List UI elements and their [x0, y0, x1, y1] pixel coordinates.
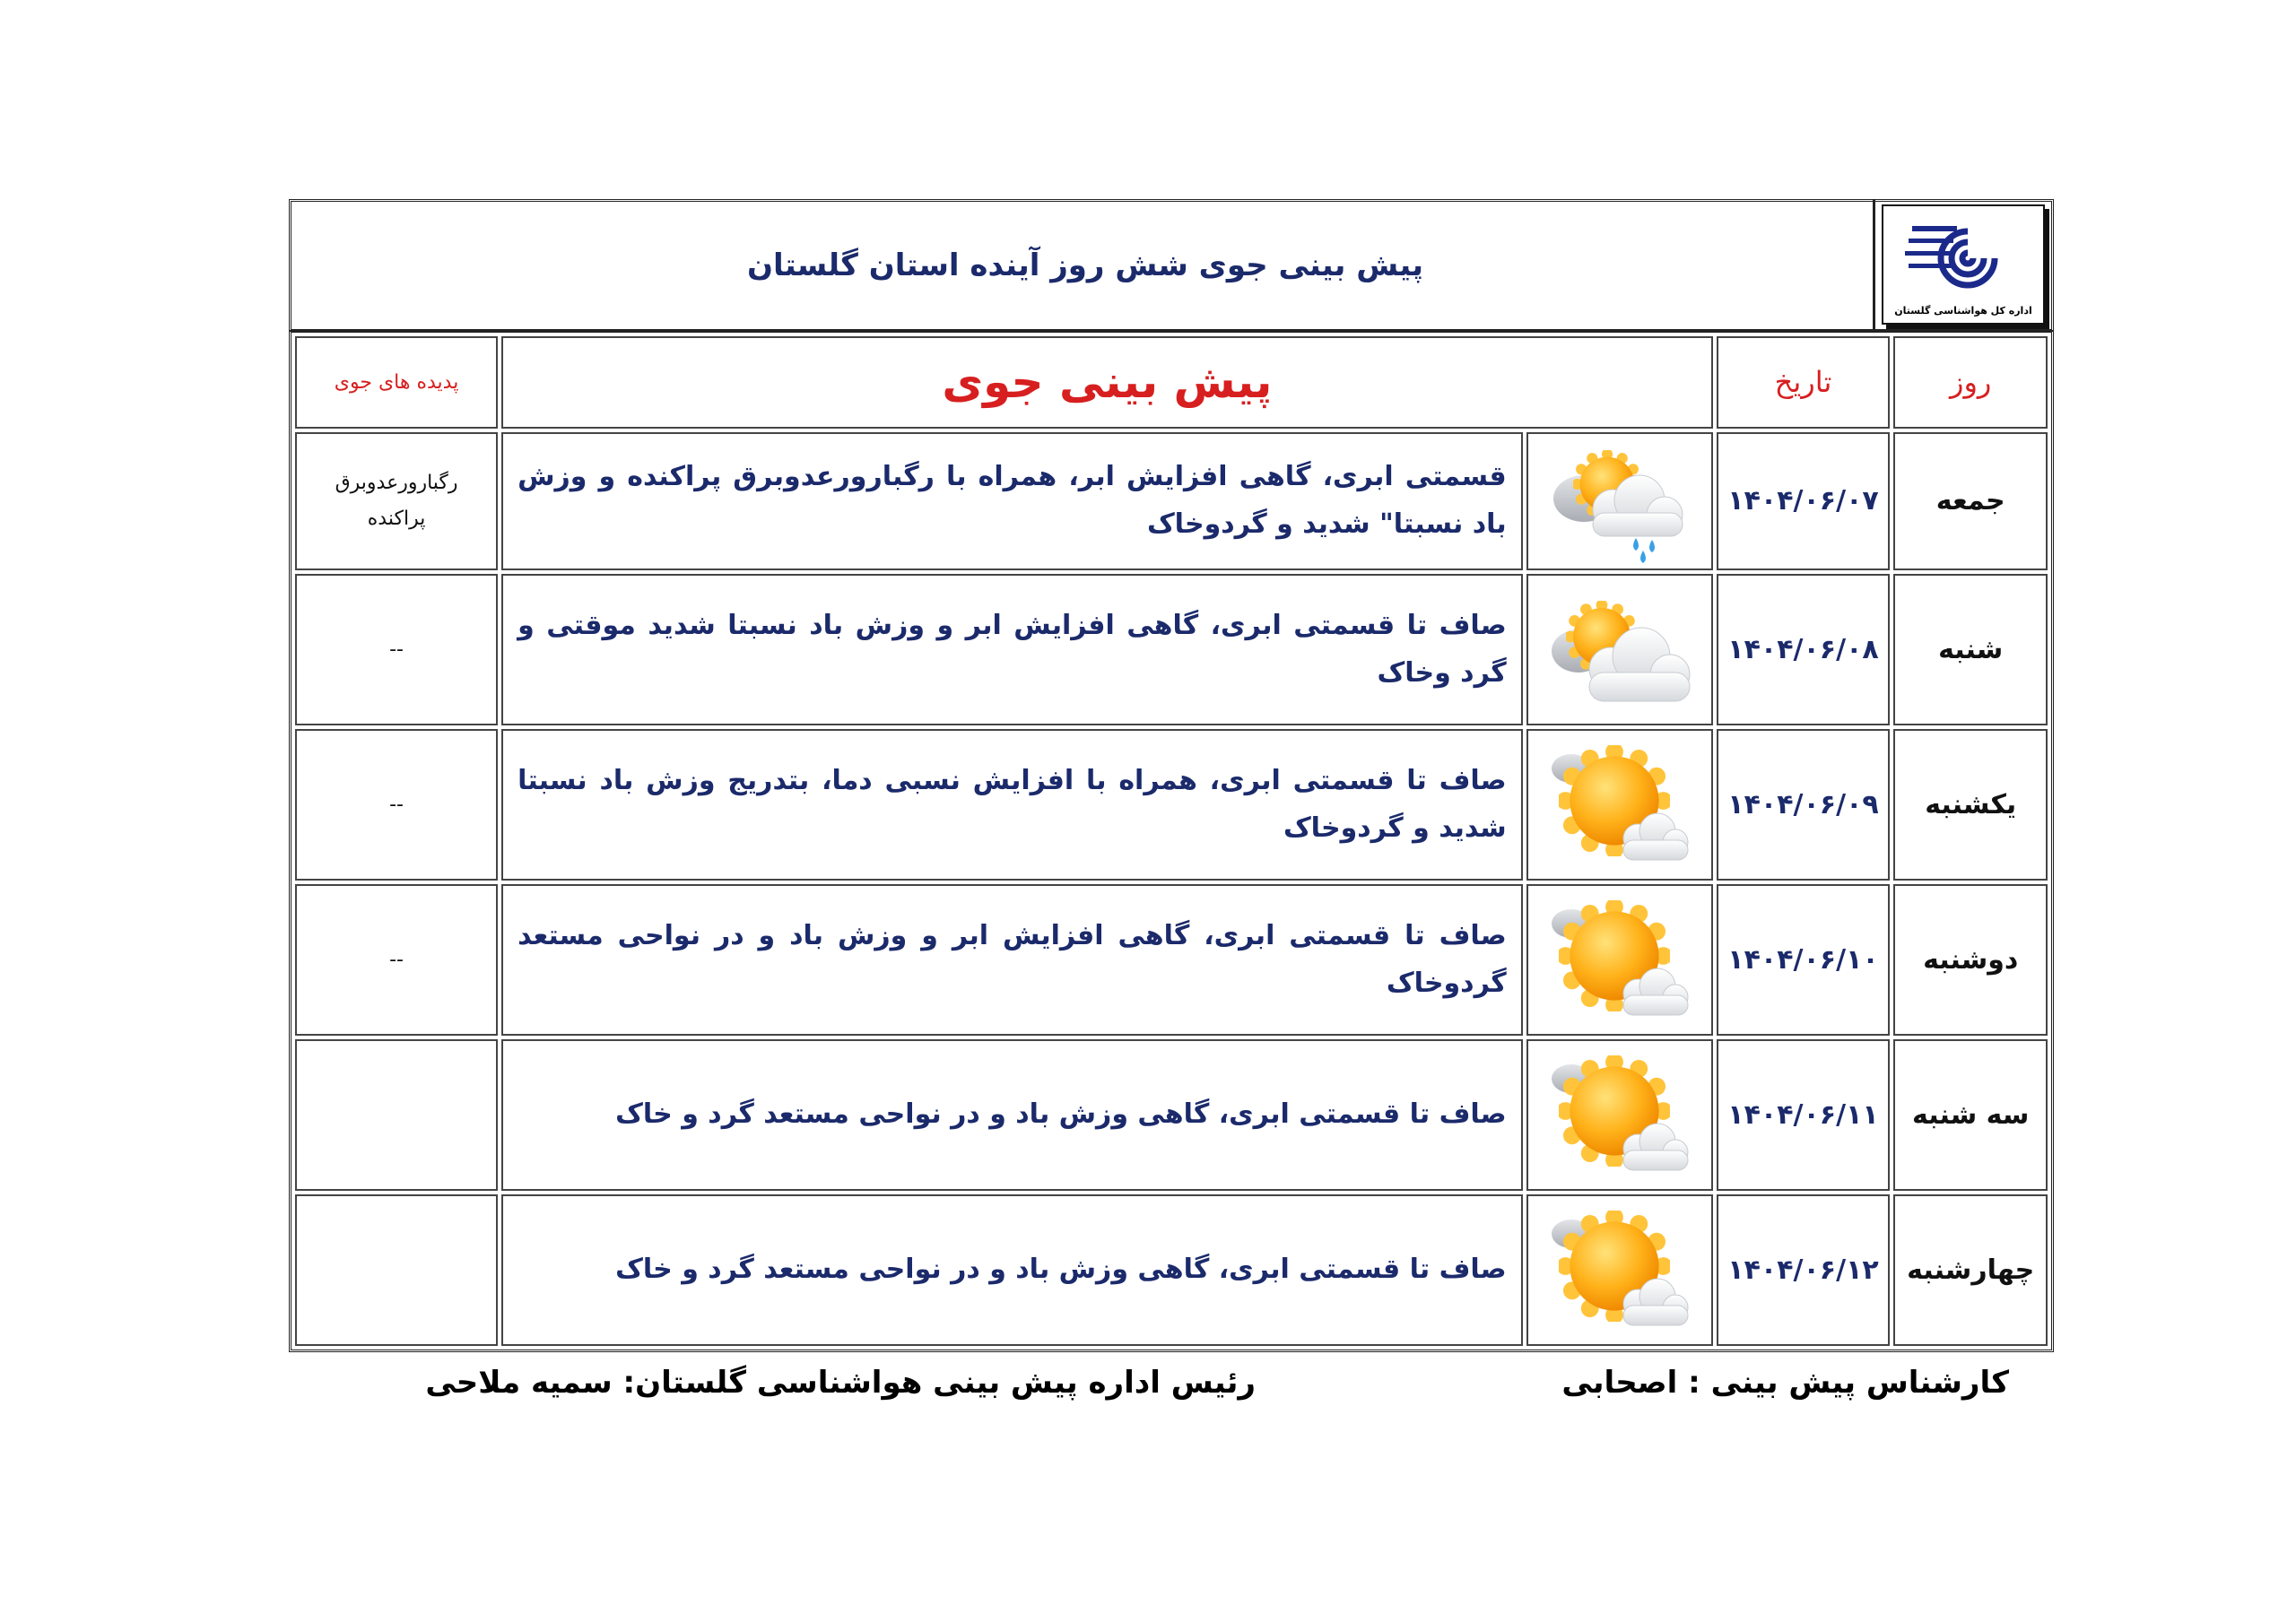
phenomena-cell: رگبارورعدوبرق پراکنده — [295, 432, 498, 571]
weather-icon-cell — [1526, 729, 1713, 881]
weather-icon-cell — [1526, 432, 1713, 571]
day-cell: یکشنبه — [1893, 729, 2048, 881]
table-row — [295, 884, 2048, 1036]
phenomena-cell — [295, 1039, 498, 1191]
column-header-date: تاریخ — [1717, 336, 1891, 429]
table-row — [295, 1039, 2048, 1191]
phenomena-cell: -- — [295, 574, 498, 725]
date-cell: ۱۴۰۴/۰۶/۰۷ — [1717, 432, 1891, 571]
phenomena-cell: -- — [295, 884, 498, 1036]
date-cell: ۱۴۰۴/۰۶/۰۹ — [1717, 729, 1891, 881]
forecast-description: صاف تا قسمتی ابری، گاهی افزایش ابر و وزش باد نسبتا شدید موقتی و گرد وخاک — [501, 574, 1523, 725]
weather-icon-cell — [1526, 1194, 1713, 1346]
phenomena-cell: -- — [295, 729, 498, 881]
sun-cloud-icon — [1539, 1048, 1700, 1183]
cloud-sun-icon — [1539, 583, 1700, 717]
phenomena-cell — [295, 1194, 498, 1346]
forecaster-signature: کارشناس پیش بینی : اصحابی — [1561, 1365, 2009, 1401]
sun-cloud-icon — [1539, 1203, 1700, 1338]
forecast-table — [289, 330, 2054, 1352]
column-header-phenomena: پدیده های جوی — [295, 336, 498, 429]
date-cell: ۱۴۰۴/۰۶/۱۲ — [1717, 1194, 1891, 1346]
day-cell: سه شنبه — [1893, 1039, 2048, 1191]
table-header-row — [295, 336, 2048, 429]
weather-icon-cell — [1526, 884, 1713, 1036]
page-title: پیش بینی جوی شش روز آینده استان گلستان — [747, 247, 1423, 283]
day-cell: چهارشنبه — [1893, 1194, 2048, 1346]
forecast-description: قسمتی ابری، گاهی افزایش ابر، همراه با رگبارورعدوبرق پراکنده و وزش باد نسبتا" شدید و گردوخاک — [501, 432, 1523, 571]
weather-icon-cell — [1526, 1039, 1713, 1191]
table-row — [295, 432, 2048, 571]
logo-caption: اداره کل هواشناسی گلستان — [1894, 304, 2032, 317]
sun-cloud-icon — [1539, 893, 1700, 1028]
head-of-forecast-signature: رئیس اداره پیش بینی هواشناسی گلستان: سمیه ملاحی — [425, 1365, 1256, 1401]
weather-icon-cell — [1526, 574, 1713, 725]
table-row — [295, 1194, 2048, 1346]
table-row — [295, 574, 2048, 725]
cloud-sun-rain-icon — [1539, 434, 1700, 568]
forecast-description: صاف تا قسمتی ابری، گاهی وزش باد و در نواحی مستعد گرد و خاک — [501, 1039, 1523, 1191]
column-header-day: روز — [1893, 336, 2048, 429]
date-cell: ۱۴۰۴/۰۶/۱۰ — [1717, 884, 1891, 1036]
date-cell: ۱۴۰۴/۰۶/۰۸ — [1717, 574, 1891, 725]
sun-cloud-icon — [1539, 738, 1700, 872]
forecast-description: صاف تا قسمتی ابری، گاهی وزش باد و در نواحی مستعد گرد و خاک — [501, 1194, 1523, 1346]
forecast-description: صاف تا قسمتی ابری، همراه با افزایش نسبی دما، بتدریج وزش باد نسبتا شدید و گردوخاک — [501, 729, 1523, 881]
forecast-description: صاف تا قسمتی ابری، گاهی افزایش ابر و وزش باد و در نواحی مستعد گردوخاک — [501, 884, 1523, 1036]
table-row — [295, 729, 2048, 881]
header-divider — [1873, 199, 1875, 332]
date-cell: ۱۴۰۴/۰۶/۱۱ — [1717, 1039, 1891, 1191]
meteorological-organization-logo — [1882, 204, 2045, 325]
day-cell: جمعه — [1893, 432, 2048, 571]
day-cell: دوشنبه — [1893, 884, 2048, 1036]
column-header-forecast: پیش بینی جوی — [501, 336, 1712, 429]
meteorology-emblem-icon — [1896, 213, 2031, 303]
day-cell: شنبه — [1893, 574, 2048, 725]
